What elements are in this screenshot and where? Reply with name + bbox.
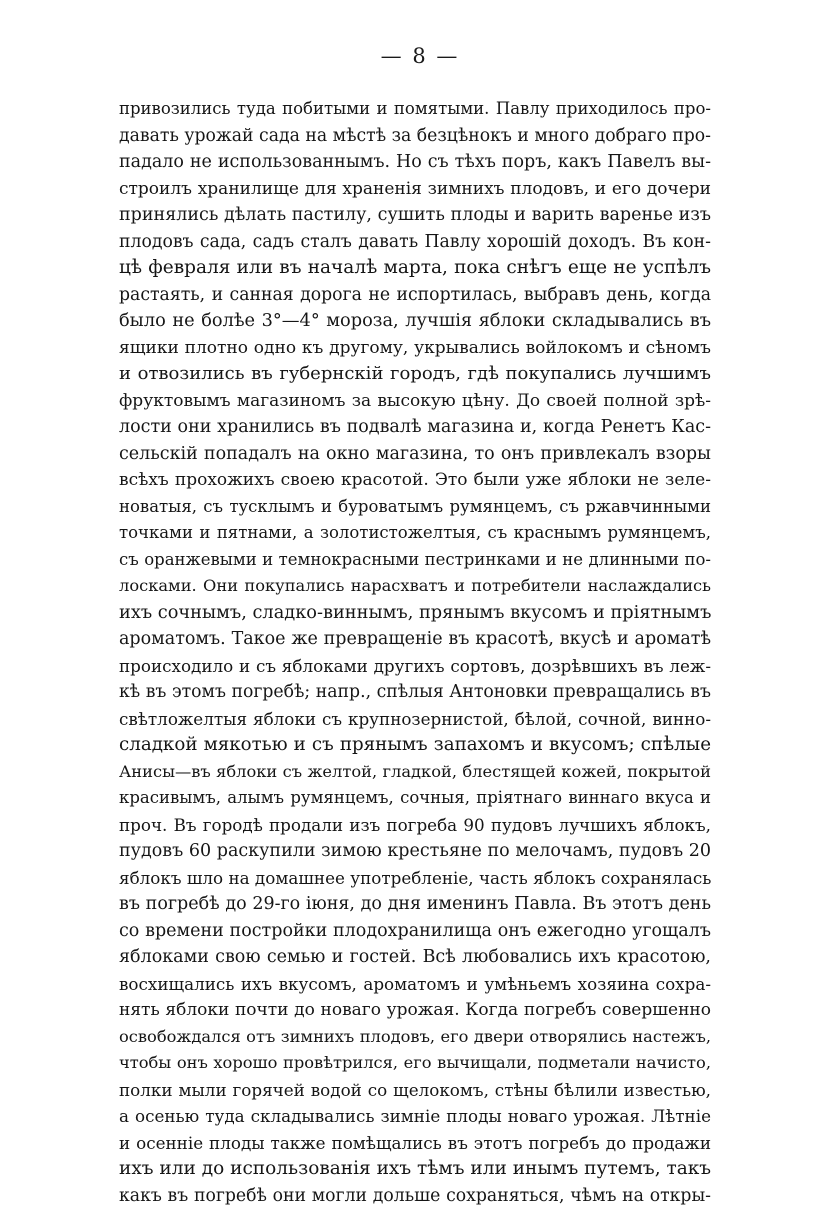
- text-line: всѣхъ прохожихъ своею красотой. Это были уже яблоки не зеле-: [119, 467, 711, 494]
- text-line: строилъ хранилище для храненія зимнихъ плодовъ, и его дочери: [119, 176, 711, 203]
- text-line: какъ въ погребѣ они могли дольше сохраняться, чѣмъ на откры-: [119, 1183, 711, 1209]
- text-line: растаять, и санная дорога не испортилась, выбравъ день, когда: [119, 282, 711, 309]
- text-line: привозились туда побитыми и помятыми. Павлу приходилось про-: [119, 96, 711, 123]
- text-line: точками и пятнами, а золотистожелтыя, съ краснымъ румянцемъ,: [119, 520, 711, 547]
- text-line: было не болѣе 3°—4° мороза, лучшія яблоки складывались въ: [119, 308, 711, 335]
- text-line: принялись дѣлать пастилу, сушить плоды и варить варенье изъ: [119, 202, 711, 229]
- text-line: и осенніе плоды также помѣщались въ этотъ погребъ до продажи: [119, 1130, 711, 1157]
- body-text: [119, 96, 711, 1209]
- text-line: нять яблоки почти до новаго урожая. Когда погребъ совершенно: [119, 997, 711, 1024]
- text-line: плодовъ сада, садъ сталъ давать Павлу хорошій доходъ. Въ кон-: [119, 229, 711, 256]
- text-line: ихъ сочнымъ, сладко-виннымъ, прянымъ вкусомъ и пріятнымъ: [119, 600, 711, 627]
- text-line: а осенью туда складывались зимніе плоды новаго урожая. Лѣтніе: [119, 1103, 711, 1130]
- text-line: и отвозились въ губернскій городъ, гдѣ покупались лучшимъ: [119, 361, 711, 388]
- text-line: съ оранжевыми и темнокрасными пестринками и не длинными по-: [119, 547, 711, 574]
- text-line: сладкой мякотью и съ прянымъ запахомъ и вкусомъ; спѣлые: [119, 732, 711, 759]
- text-line: освобождался отъ зимнихъ плодовъ, его двери отворялись настежъ,: [119, 1024, 711, 1051]
- text-line: лости они хранились въ подвалѣ магазина и, когда Ренетъ Кас-: [119, 414, 711, 441]
- text-line: фруктовымъ магазиномъ за высокую цѣну. До своей полной зрѣ-: [119, 388, 711, 415]
- text-line: проч. Въ городѣ продали изъ погреба 90 пудовъ лучшихъ яблокъ,: [119, 812, 711, 839]
- text-line: пудовъ 60 раскупили зимою крестьяне по мелочамъ, пудовъ 20: [119, 838, 711, 865]
- text-line: падало не использованнымъ. Но съ тѣхъ поръ, какъ Павелъ вы-: [119, 149, 711, 176]
- page-header: — 8 —: [0, 44, 840, 68]
- text-line: со времени постройки плодохранилища онъ ежегодно угощалъ: [119, 918, 711, 945]
- text-line: давать урожай сада на мѣстѣ за безцѣнокъ и много добраго про-: [119, 123, 711, 150]
- text-line: полки мыли горячей водой со щелокомъ, стѣны бѣлили известью,: [119, 1077, 711, 1104]
- text-line: яблокъ шло на домашнее употребленіе, часть яблокъ сохранялась: [119, 865, 711, 892]
- text-line: красивымъ, алымъ румянцемъ, сочныя, пріятнаго виннаго вкуса и: [119, 785, 711, 812]
- text-line: ихъ или до использованія ихъ тѣмъ или инымъ путемъ, такъ: [119, 1156, 711, 1183]
- text-line: свѣтложелтыя яблоки съ крупнозернистой, бѣлой, сочной, винно-: [119, 706, 711, 733]
- text-line: ароматомъ. Такое же превращеніе въ красотѣ, вкусѣ и ароматѣ: [119, 626, 711, 653]
- text-line: новатыя, съ тусклымъ и буроватымъ румянцемъ, съ ржавчинными: [119, 494, 711, 521]
- text-line: лосками. Они покупались нарасхватъ и потребители наслаждались: [119, 573, 711, 600]
- text-line: происходило и съ яблоками другихъ сортовъ, дозрѣвшихъ въ леж-: [119, 653, 711, 680]
- text-line: ящики плотно одно къ другому, укрывались войлокомъ и сѣномъ: [119, 335, 711, 362]
- text-line: чтобы онъ хорошо провѣтрился, его вычищали, подметали начисто,: [119, 1050, 711, 1077]
- text-line: кѣ въ этомъ погребѣ; напр., спѣлыя Антоновки превращались въ: [119, 679, 711, 706]
- text-line: цѣ февраля или въ началѣ марта, пока снѣгъ еще не успѣлъ: [119, 255, 711, 282]
- text-line: восхищались ихъ вкусомъ, ароматомъ и умѣньемъ хозяина сохра-: [119, 971, 711, 998]
- text-line: яблоками свою семью и гостей. Всѣ любовались ихъ красотою,: [119, 944, 711, 971]
- text-line: Анисы—въ яблоки съ желтой, гладкой, блестящей кожей, покрытой: [119, 759, 711, 786]
- text-line: сельскій попадалъ на окно магазина, то онъ привлекалъ взоры: [119, 441, 711, 468]
- text-line: въ погребѣ до 29-го іюня, до дня именинъ Павла. Въ этотъ день: [119, 891, 711, 918]
